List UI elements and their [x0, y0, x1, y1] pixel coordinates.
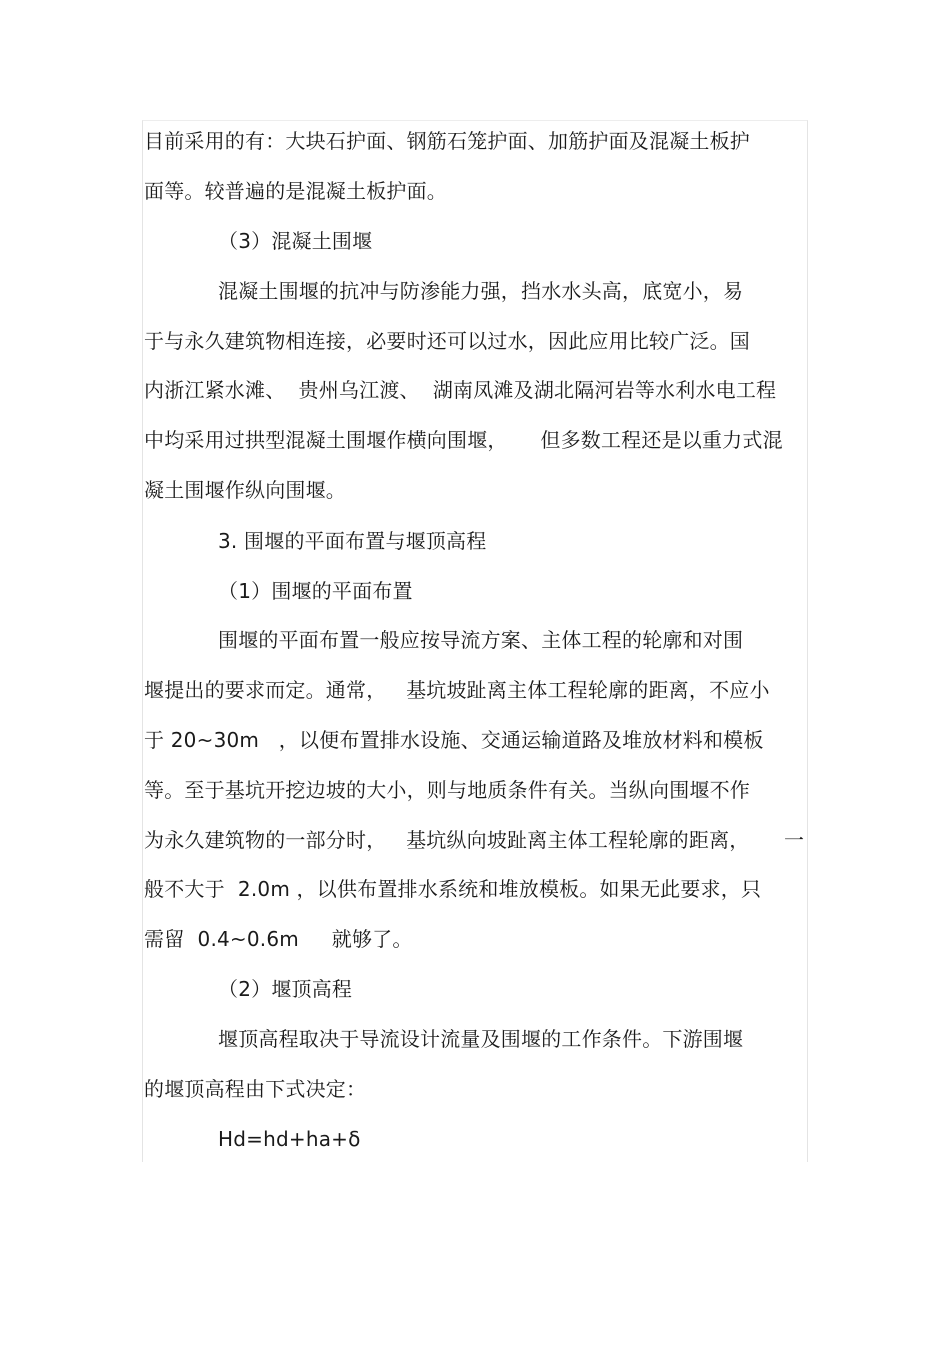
text-line-trailing-char: 一 [784, 828, 804, 852]
text-line: 需留 0.4~0.6m 就够了。 [144, 927, 413, 951]
section-heading: 3. 围堰的平面布置与堰顶高程 [218, 529, 487, 553]
text-line: 为永久建筑物的一部分时， 基坑纵向坡趾离主体工程轮廓的距离， [144, 828, 750, 852]
text-line: 中均采用过拱型混凝土围堰作横向围堰， 但多数工程还是以重力式混 [144, 428, 783, 452]
subsection-heading: （1）围堰的平面布置 [218, 579, 413, 603]
text-line: 面等。较普遍的是混凝土板护面。 [144, 179, 447, 203]
text-line: 围堰的平面布置一般应按导流方案、主体工程的轮廓和对围 [218, 628, 744, 652]
formula: Hd=hd+ha+δ [218, 1127, 361, 1151]
text-line: 凝土围堰作纵向围堰。 [144, 478, 346, 502]
text-line: 目前采用的有：大块石护面、钢筋石笼护面、加筋护面及混凝土板护 [144, 129, 750, 153]
text-line: 内浙江紧水滩、 贵州乌江渡、 湖南凤滩及湖北隔河岩等水利水电工程 [144, 378, 777, 402]
text-line: 的堰顶高程由下式决定： [144, 1077, 367, 1101]
text-line: 于与永久建筑物相连接，必要时还可以过水，因此应用比较广泛。国 [144, 329, 750, 353]
text-line: 堰提出的要求而定。通常， 基坑坡趾离主体工程轮廓的距离，不应小 [144, 678, 770, 702]
subsection-heading: （2）堰顶高程 [218, 977, 353, 1001]
text-line: 堰顶高程取决于导流设计流量及围堰的工作条件。下游围堰 [218, 1027, 744, 1051]
section-heading: （3）混凝土围堰 [218, 229, 373, 253]
text-line: 般不大于 2.0m ，以供布置排水系统和堆放模板。如果无此要求，只 [144, 877, 762, 901]
text-line: 混凝土围堰的抗冲与防渗能力强，挡水水头高，底宽小，易 [218, 279, 744, 303]
text-line: 于 20~30m ，以便布置排水设施、交通运输道路及堆放材料和模板 [144, 728, 764, 752]
text-line: 等。至于基坑开挖边坡的大小，则与地质条件有关。当纵向围堰不作 [144, 778, 750, 802]
